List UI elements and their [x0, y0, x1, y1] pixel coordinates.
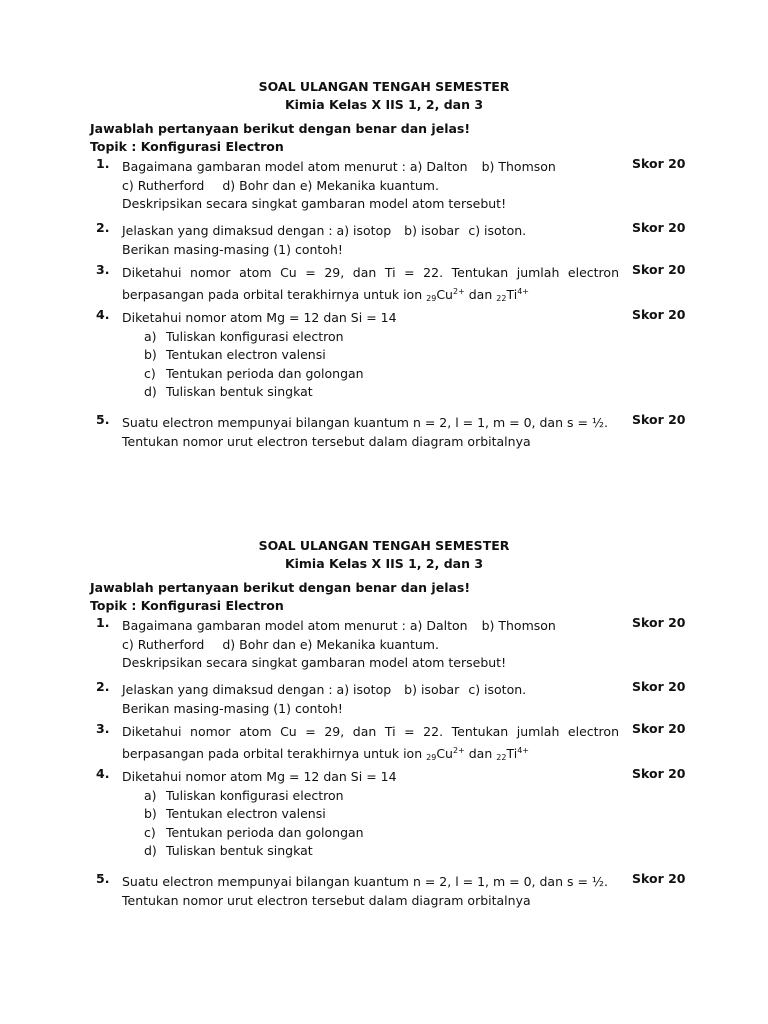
option-thomson: b) Thomson	[481, 618, 556, 633]
ti-atomic-number: 22	[496, 293, 507, 303]
question-number: 2.	[96, 679, 110, 694]
score-label: Skor 20	[632, 262, 686, 277]
question-text: Jelaskan yang dimaksud dengan : a) isotop	[122, 682, 392, 697]
item-letter: a)	[144, 787, 157, 803]
question-text: Jelaskan yang dimaksud dengan : a) isotop	[122, 223, 392, 238]
question-body	[122, 158, 619, 214]
sub-question-list	[122, 328, 619, 402]
option-isoton: c) isoton.	[468, 223, 527, 238]
question-text: Tentukan nomor urut electron tersebut dalam diagram orbitalnya	[122, 433, 531, 449]
item-letter: b)	[144, 806, 157, 821]
ti-charge: 4+	[517, 286, 529, 296]
cu-charge: 2+	[452, 286, 465, 296]
question-body	[122, 873, 619, 910]
exam-sheet-2	[0, 537, 768, 908]
item-text: Tentukan electron valensi	[166, 347, 326, 362]
list-item	[122, 383, 619, 402]
list-item	[122, 328, 619, 347]
instruction-text: Jawablah pertanyaan berikut dengan benar dan jelas!	[90, 580, 471, 595]
option-thomson: b) Thomson	[481, 159, 556, 174]
cu-symbol: Cu	[436, 286, 453, 302]
ti-charge: 4+	[517, 745, 529, 755]
topic-text: Topik : Konfigurasi Electron	[90, 598, 284, 613]
question-text: Diketahui nomor atom Mg = 12 dan Si = 14	[122, 769, 397, 784]
question-text: Diketahui nomor atom Mg = 12 dan Si = 14	[122, 310, 397, 325]
exam-subtitle: Kimia Kelas X IIS 1, 2, dan 3	[284, 97, 484, 112]
ti-symbol: Ti	[506, 745, 518, 761]
exam-sheet-1	[0, 78, 768, 449]
item-letter: b)	[144, 347, 157, 362]
option-isoton: c) isoton.	[468, 682, 527, 697]
item-text: Tuliskan konfigurasi electron	[166, 328, 344, 344]
question-number: 5.	[96, 871, 110, 886]
list-item	[122, 824, 619, 843]
cu-atomic-number: 29	[426, 752, 437, 762]
question-text: Suatu electron mempunyai bilangan kuantum n = 2, l = 1, m = 0, dan s = ½.	[122, 874, 609, 889]
score-label: Skor 20	[632, 721, 686, 736]
question-text: Deskripsikan secara singkat gambaran model atom tersebut!	[122, 196, 507, 211]
sub-question-list	[122, 787, 619, 861]
question-number: 2.	[96, 220, 110, 235]
cu-atomic-number: 29	[426, 293, 437, 303]
item-text: Tuliskan bentuk singkat	[166, 843, 313, 858]
list-item	[122, 787, 619, 806]
option-isobar: b) isobar	[404, 682, 460, 697]
question-body	[122, 723, 619, 767]
option-isobar: b) isobar	[404, 223, 460, 238]
topic-text: Topik : Konfigurasi Electron	[90, 139, 284, 154]
item-text: Tentukan perioda dan golongan	[166, 824, 364, 840]
question-text: Berikan masing-masing (1) contoh!	[122, 241, 343, 257]
question-text: Bagaimana gambaran model atom menurut : a) Dalton	[122, 618, 468, 633]
question-number: 1.	[96, 615, 110, 630]
question-number: 5.	[96, 412, 110, 427]
instruction-text: Jawablah pertanyaan berikut dengan benar dan jelas!	[90, 121, 471, 136]
option-bohr: d) Bohr dan e) Mekanika kuantum.	[222, 177, 439, 193]
connector-text: dan	[468, 745, 493, 761]
cu-charge: 2+	[452, 745, 465, 755]
score-label: Skor 20	[632, 871, 686, 886]
cu-symbol: Cu	[436, 745, 453, 761]
item-letter: a)	[144, 328, 157, 344]
item-text: Tuliskan bentuk singkat	[166, 384, 313, 399]
score-label: Skor 20	[632, 766, 686, 781]
list-item	[122, 842, 619, 861]
question-text: Deskripsikan secara singkat gambaran model atom tersebut!	[122, 655, 507, 670]
question-number: 3.	[96, 721, 110, 736]
item-letter: d)	[144, 843, 157, 858]
option-rutherford: c) Rutherford	[122, 636, 205, 652]
question-text: Bagaimana gambaran model atom menurut : a) Dalton	[122, 159, 468, 174]
exam-title: SOAL ULANGAN TENGAH SEMESTER	[258, 538, 510, 553]
question-body	[122, 222, 619, 259]
question-number: 3.	[96, 262, 110, 277]
question-body	[122, 264, 619, 308]
exam-title: SOAL ULANGAN TENGAH SEMESTER	[258, 79, 510, 94]
item-letter: c)	[144, 824, 156, 840]
ti-symbol: Ti	[506, 286, 518, 302]
question-text: Berikan masing-masing (1) contoh!	[122, 700, 343, 716]
list-item	[122, 805, 619, 824]
question-number: 4.	[96, 307, 110, 322]
list-item	[122, 365, 619, 384]
item-text: Tuliskan konfigurasi electron	[166, 787, 344, 803]
score-label: Skor 20	[632, 615, 686, 630]
item-text: Tentukan electron valensi	[166, 806, 326, 821]
question-body	[122, 681, 619, 718]
score-label: Skor 20	[632, 307, 686, 322]
question-text: berpasangan pada orbital terakhirnya untuk ion	[122, 286, 423, 302]
item-text: Tentukan perioda dan golongan	[166, 365, 364, 381]
connector-text: dan	[468, 286, 493, 302]
score-label: Skor 20	[632, 412, 686, 427]
question-text: Tentukan nomor urut electron tersebut dalam diagram orbitalnya	[122, 892, 531, 908]
score-label: Skor 20	[632, 679, 686, 694]
question-text: Diketahui nomor atom Cu = 29, dan Ti = 22. Tentukan jumlah electron	[122, 265, 619, 280]
question-text: Suatu electron mempunyai bilangan kuantum n = 2, l = 1, m = 0, dan s = ½.	[122, 415, 609, 430]
question-number: 1.	[96, 156, 110, 171]
option-rutherford: c) Rutherford	[122, 177, 205, 193]
question-text: berpasangan pada orbital terakhirnya untuk ion	[122, 745, 423, 761]
item-letter: c)	[144, 365, 156, 381]
list-item	[122, 346, 619, 365]
question-body	[122, 414, 619, 451]
question-number: 4.	[96, 766, 110, 781]
question-body	[122, 617, 619, 673]
option-bohr: d) Bohr dan e) Mekanika kuantum.	[222, 636, 439, 652]
question-body	[122, 309, 619, 402]
item-letter: d)	[144, 384, 157, 399]
ti-atomic-number: 22	[496, 752, 507, 762]
exam-subtitle: Kimia Kelas X IIS 1, 2, dan 3	[284, 556, 484, 571]
question-body	[122, 768, 619, 861]
score-label: Skor 20	[632, 156, 686, 171]
question-text: Diketahui nomor atom Cu = 29, dan Ti = 22. Tentukan jumlah electron	[122, 724, 619, 739]
score-label: Skor 20	[632, 220, 686, 235]
